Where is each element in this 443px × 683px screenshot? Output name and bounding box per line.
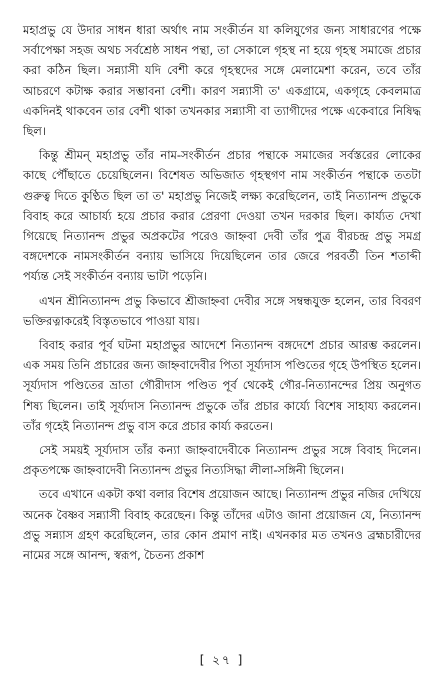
page-number: [ ২৭ ] bbox=[199, 653, 245, 667]
document-page bbox=[23, 20, 421, 670]
paragraph-2: কিন্তু শ্রীমন্ মহাপ্রভু তাঁর নাম-সংকীর্তন প্রচার পন্থাকে সমাজের সর্বস্তরের লোকের কাছে পৌঁছাতে চেয়েছিলেন। বিশেষত অভিজাত গৃহস্থগণ নাম সংকীর্তন পন্থাকে ততটা গুরুত্ব দিতে কুণ্ঠিত ছিল তা ত' মহাপ্রভু নিজেই লক্ষ্য করেছিলেন, তাই নিত্যানন্দ প্রভুকে বিবাহ করে আচার্য্য হয়ে প্রচার করার প্রেরণা দেওয়া তখন দরকার ছিল। কার্য্যত দেখা গিয়েছে নিত্যানন্দ প্রভুর অপ্রকটের পরেও জাহ্নবা দেবী তাঁর পুত্র বীরচন্দ্র প্রভু সমগ্র বঙ্গদেশকে নামসংকীর্তন বন্যায় ভাসিয়ে দিয়েছিলেন তার জেরে পরবর্তী তিন শতাব্দী পর্য্যন্ত সেই সংকীর্তন বন্যায় ভাটা পড়েনি। bbox=[23, 148, 421, 284]
paragraph-1: মহাপ্রভু যে উদার সাধন ধারা অর্থাৎ নাম সংকীর্তন যা কলিযুগের জন্য সাধারণের পক্ষে সর্বাপেক্ষা সহজ অথচ সর্বশ্রেষ্ঠ সাধন পন্থা, তা সেকালে গৃহস্থ না হয়ে গৃহস্থ সমাজে প্রচার করা কঠিন ছিল। সন্ন্যাসী যদি বেশী করে গৃহস্থদের সঙ্গে মেলামেশা করেন, তবে তাঁর আচরণে কটাক্ষ করার সম্ভাবনা বেশী। কারণ সন্ন্যাসী ত' একগ্রামে, একগৃহে কেবলমাত্র একদিনই থাকবেন তার বেশী থাকা তখনকার সন্ন্যাসী বা ত্যাগীদের পক্ষে একেবারে নিষিদ্ধ ছিল। bbox=[23, 23, 421, 139]
paragraph-5: সেই সময়ই সূর্য্যদাস তাঁর কন্যা জাহ্নবাদেবীকে নিত্যানন্দ প্রভুর সঙ্গে বিবাহ দিলেন। প্রকৃতপক্ষে জাহ্নবাদেবী নিত্যানন্দ প্রভুর নিত্যসিদ্ধা লীলা-সঙ্গিনী ছিলেন। bbox=[23, 443, 421, 478]
paragraph-6: তবে এখানে একটা কথা বলার বিশেষ প্রয়োজন আছে। নিত্যানন্দ প্রভুর নজির দেখিয়ে অনেক বৈষ্ণব সন্ন্যাসী বিবাহ করেছেন। কিন্তু তাঁদের এটাও জানা প্রয়োজন যে, নিত্যানন্দ প্রভু সন্ন্যাস গ্রহণ করেছিলেন, তার কোন প্রমাণ নাই। এখনকার মত তখনও ব্রহ্মচারীদের নামের সঙ্গে আনন্দ, স্বরূপ, চৈতন্য প্রকাশ bbox=[23, 487, 421, 563]
paragraph-4: বিবাহ করার পূর্ব ঘটনা মহাপ্রভুর আদেশে নিত্যানন্দ বঙ্গদেশে প্রচার আরম্ভ করলেন। এক সময় তিনি প্রচারের জন্য জাহ্নবাদেবীর পিতা সূর্য্যদাস পণ্ডিতের গৃহে উপস্থিত হলেন। সূর্য্যদাস পণ্ডিতের ভ্রাতা গৌরীদাস পণ্ডিত পূর্ব থেকেই গৌর-নিত্যানন্দের প্রিয় অনুগত শিষ্য ছিলেন। তাই সূর্য্যদাস নিত্যানন্দ প্রভুকে তাঁর প্রচার কার্য্যে বিশেষ সাহায্য করলেন। তাঁর গৃহেই নিত্যানন্দ প্রভু বাস করে প্রচার কার্য্য করতেন। bbox=[23, 338, 421, 433]
paragraph-3: এখন শ্রীনিত্যানন্দ প্রভু কিভাবে শ্রীজাহ্নবা দেবীর সঙ্গে সম্বন্ধযুক্ত হলেন, তার বিবরণ ভক্তিরত্নাকরেই বিস্তৃতভাবে পাওয়া যায়। bbox=[23, 293, 421, 328]
